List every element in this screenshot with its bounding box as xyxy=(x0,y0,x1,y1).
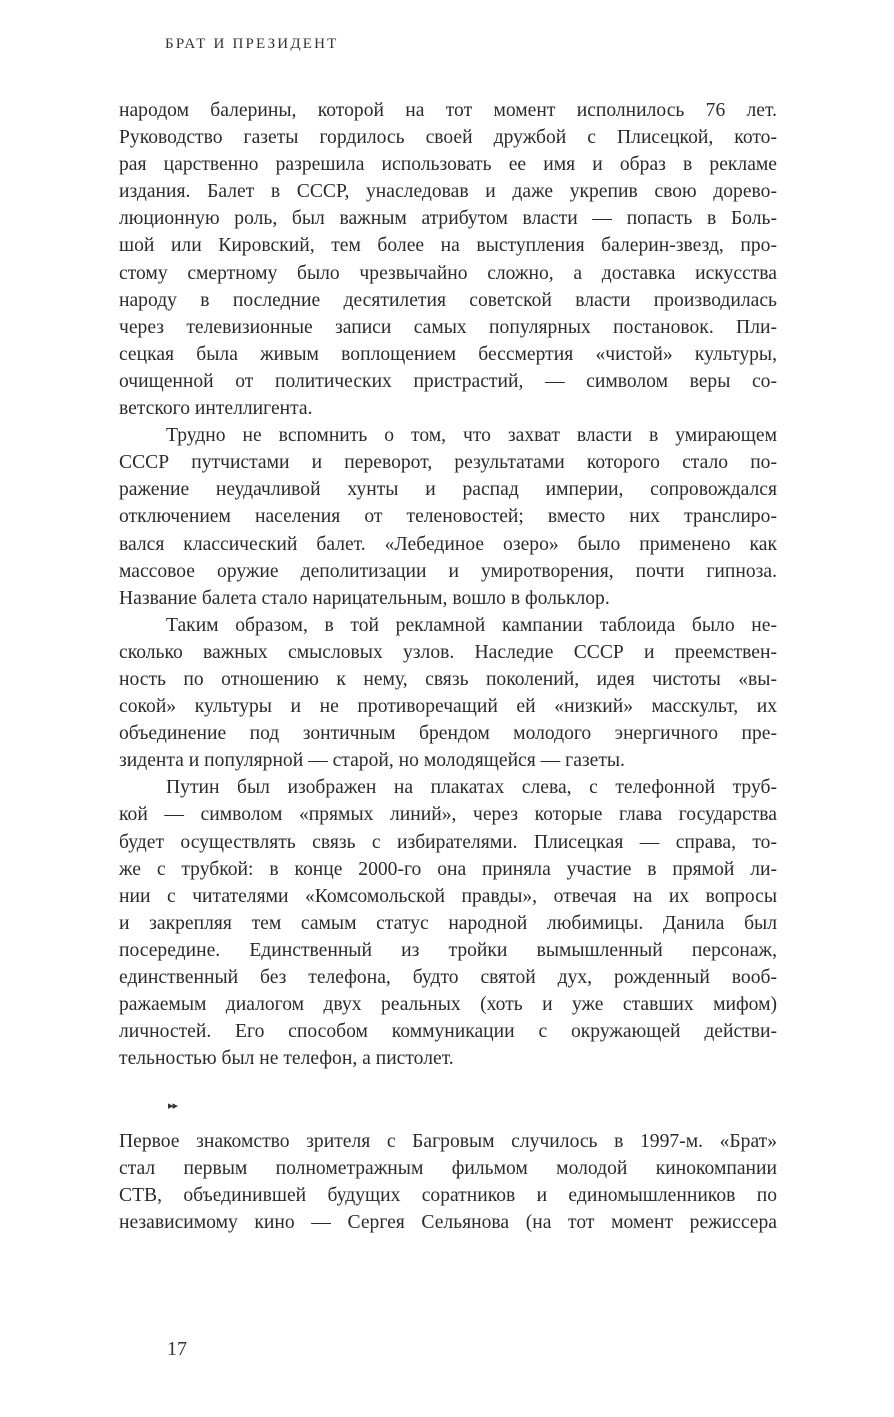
body-text-before-break xyxy=(119,97,777,1072)
text-line: очищенной от политических пристрастий, — символом веры со- xyxy=(119,370,777,392)
text-line: будет осуществлять связь с избирателями. Плисецкая — справа, то- xyxy=(119,831,777,853)
text-line: народом балерины, которой на тот момент исполнилось 76 лет. xyxy=(119,100,777,121)
text-line: единственный без телефона, будто святой дух, рожденный вооб- xyxy=(119,967,777,988)
text-line: Руководство газеты гордилось своей дружбой с Плисецкой, кото- xyxy=(119,127,777,149)
text-line: отключением населения от теленовостей; вместо них транслиро- xyxy=(119,506,777,528)
text-line: массовое оружие деполитизации и умиротворения, почти гипноза. xyxy=(119,560,777,582)
text-line: издания. Балет в СССР, унаследовав и даже укрепив свою дорево- xyxy=(119,181,777,203)
text-line: Название балета стало нарицательным, вошло в фольклор. xyxy=(119,587,610,609)
text-line: сокой» культуры и не противоречащий ей «низкий» масскульт, их xyxy=(119,696,777,718)
text-line: зидента и популярной — старой, но молодящейся — газеты. xyxy=(119,750,625,772)
text-line: Первое знакомство зрителя с Багровым случилось в 1997-м. «Брат» xyxy=(119,1131,777,1152)
text-line: через телевизионные записи самых популярных постановок. Пли- xyxy=(119,316,777,338)
text-line: тельностью был не телефон, а пистолет. xyxy=(119,1048,454,1070)
text-line: Трудно не вспомнить о том, что захват власти в умирающем xyxy=(166,425,777,447)
text-line: нии с читателями «Комсомольской правды», отвечая на их вопросы xyxy=(119,885,777,907)
text-line: люционную роль, был важным атрибутом власти — попасть в Боль- xyxy=(119,208,777,230)
text-line: Путин был изображен на плакатах слева, с телефонной труб- xyxy=(166,777,777,799)
text-line: народу в последние десятилетия советской власти производилась xyxy=(119,289,777,311)
text-line: же с трубкой: в конце 2000-го она приняла участие в прямой ли- xyxy=(119,858,777,880)
text-line: сколько важных смысловых узлов. Наследие СССР и преемствен- xyxy=(119,641,777,663)
text-line: личностей. Его способом коммуникации с окружающей действи- xyxy=(119,1021,777,1043)
text-line: и закрепляя тем самым статус народной любимицы. Данила был xyxy=(119,912,777,934)
text-line: вался классический балет. «Лебединое озеро» было применено как xyxy=(119,533,777,555)
text-line: ность по отношению к нему, связь поколений, идея чистоты «вы- xyxy=(119,668,777,690)
text-line: ветского интеллигента. xyxy=(119,398,313,420)
text-line: СССР путчистами и переворот, результатами которого стало по- xyxy=(119,452,777,474)
text-line: сецкая была живым воплощением бессмертия «чистой» культуры, xyxy=(119,343,777,365)
text-line: ражение неудачливой хунты и распад империи, сопровождался xyxy=(119,479,777,501)
text-line: кой — символом «прямых линий», через которые глава государства xyxy=(119,804,777,826)
text-line: Таким образом, в той рекламной кампании таблоида было не- xyxy=(166,614,777,636)
body-text-after-break xyxy=(119,1128,777,1236)
text-line: посередине. Единственный из тройки вымышленный персонаж, xyxy=(119,939,777,961)
section-break-ornament: ▸▸ xyxy=(168,1100,178,1112)
text-line: стал первым полнометражным фильмом молодой кинокомпании xyxy=(119,1158,777,1180)
text-line: независимому кино — Сергея Сельянова (на тот момент режиссера xyxy=(119,1212,777,1234)
text-line: шой или Кировский, тем более на выступления балерин-звезд, про- xyxy=(119,235,777,257)
running-title: БРАТ И ПРЕЗИДЕНТ xyxy=(165,36,339,52)
text-line: рая царственно разрешила использовать ее имя и образ в рекламе xyxy=(119,154,777,176)
text-line: СТВ, объединившей будущих соратников и единомышленников по xyxy=(119,1185,777,1207)
text-line: объединение под зонтичным брендом молодого энергичного пре- xyxy=(119,723,777,745)
text-line: ражаемым диалогом двух реальных (хоть и уже ставших мифом) xyxy=(119,994,777,1016)
page-number: 17 xyxy=(167,1338,187,1360)
text-line: стому смертному было чрезвычайно сложно, а доставка искусства xyxy=(119,262,777,284)
